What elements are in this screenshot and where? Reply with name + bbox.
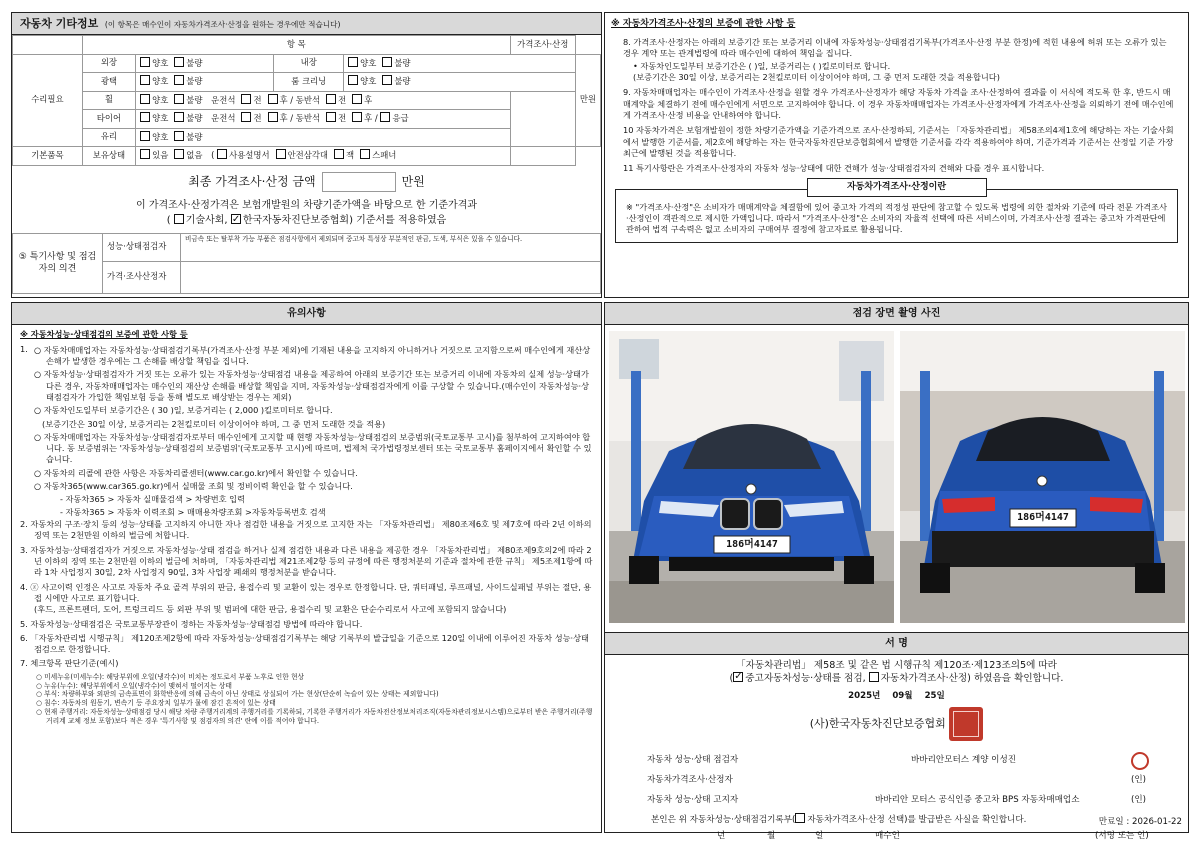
note-1f: ○ 자동차365(www.car365.go.kr)에서 실매물 조회 및 정비이력 확인을 할 수 있습니다. bbox=[34, 481, 353, 492]
note-7d: ○ 침수: 자동차의 원동기, 변속기 등 주요장치 일부가 물에 잠긴 흔적이 있는 상태 bbox=[36, 699, 276, 708]
org-row bbox=[605, 707, 1188, 741]
note-1c: ○ 자동차인도일부터 보증기간은 ( 30 )일, 보증거리는 ( 2,000 )킬로미터로 합니다. bbox=[34, 405, 333, 416]
note-1f2: - 자동차365 > 자동차 이력조회 > 매매용차량조회 >자동차등록번호 검색 bbox=[60, 506, 326, 517]
col-item-header: 항 목 bbox=[82, 36, 510, 55]
repair-group-label: 수리필요 bbox=[13, 54, 83, 147]
tire-driver-front-checkbox[interactable] bbox=[241, 112, 251, 122]
notes-heading: ※ 자동차성능·상태점검의 보증에 관한 사항 등 bbox=[20, 329, 188, 339]
wheel-good-checkbox[interactable] bbox=[140, 94, 150, 104]
interior-bad-checkbox[interactable] bbox=[382, 57, 392, 67]
final-price-input[interactable] bbox=[322, 172, 396, 192]
wheel-driver-front-checkbox[interactable] bbox=[241, 94, 251, 104]
signature-header: 서 명 bbox=[605, 633, 1188, 655]
item-10: 10 자동차가격은 보험개발원이 정한 차량기준가액을 기준가격으로 조사·산정하되, 기준서는 「자동차관리법」 제58조의4제1호에 해당하는 자는 기술사회에서 발행한 기준서를, 제2호에 해당하는 자는 한국자동차진단보증협회에서 발행한 기준서를 각각 적용하여야 하며, 기준가격과 기준서는 산정일 기준 가장 최근에 발행된 것을 적용합니다. bbox=[623, 125, 1174, 158]
note-1d: ○ 자동차매매업자는 자동차성능·상태점검자로부터 매수인에게 고지할 때 현행 자동차성능·상태점검의 보증범위(국토교통부 고시)를 첨부하여 고지하여야 합니다. 동 보증범위는 '자동차성능·상태점검의 보증범위'(국토교통부 고시)에 따르며, 법제처 국가법령정보센터 또는 국토교통부 홈페이지에서 확인할 수 있습니다. bbox=[34, 431, 592, 465]
gloss-good-checkbox[interactable] bbox=[140, 75, 150, 85]
tire-pass-rear-checkbox[interactable] bbox=[352, 112, 362, 122]
definition-text: ※ "가격조사·산정"은 소비자가 매매계약을 체결함에 있어 중고차 가격의 적정성 판단에 참고할 수 있도록 법령에 의한 절차와 기준에 따라 전문 가격조사·산정인이 객관적으로 제시한 가액입니다. 따라서 "가격조사·산정"은 소비자의 자율적 선택에 따른 서비스이며, 가격조사·산정 결과는 중고차 가격판단에 관하여 법적 구속력은 없고 소비자의 구매여부 결정에 참고자료로 활용됩니다. bbox=[615, 189, 1178, 243]
receipt-statement: 본인은 위 자동차성능·상태점검기록부( 자동차가격조사·산정 선택)를 발급받은 사실을 확인합니다. bbox=[651, 815, 1027, 825]
wheel-pass-rear-checkbox[interactable] bbox=[352, 94, 362, 104]
note-5: 5. 자동차성능·상태점검은 국토교통부장관이 정하는 자동차성능·상태점검 방법에 따라야 합니다. bbox=[20, 618, 363, 629]
tire-bad-checkbox[interactable] bbox=[174, 112, 184, 122]
item-11: 11 특기사항란은 가격조사·산정자의 자동차 성능·상태에 대한 견해가 성능·상태점검자의 견해와 다를 경우 표시합니다. bbox=[623, 163, 1045, 174]
price-appraiser-label: 가격·조사산정자 bbox=[103, 261, 181, 293]
basis-statement: 이 가격조사·산정가격은 보험개발원의 차량기준가액을 바탕으로 한 기준가격과 ( 기술사회, ✓ 한국자동차진단보증협회) 기준서를 적용하였음 bbox=[12, 198, 601, 228]
tire-spare-checkbox[interactable] bbox=[380, 112, 390, 122]
interior-good-checkbox[interactable] bbox=[348, 57, 358, 67]
price-warranty-list bbox=[605, 35, 1188, 174]
price-warranty-panel bbox=[604, 12, 1189, 298]
note-4b: (후드, 프론트펜더, 도어, 트렁크리드 등 외판 부위 및 범퍼에 대한 판금, 용접수리 및 교환은 단순수리로서 사고에 포함되지 않습니다) bbox=[34, 604, 507, 615]
gloss-bad-checkbox[interactable] bbox=[174, 75, 184, 85]
item-9: 9. 자동차매매업자는 매수인이 가격조사·산정을 원할 경우 가격조사·산정자가 해당 자동차 가격을 조사·산정하여 결과를 이 서식에 적도록 한 후, 반드시 매매계약을 체결하기 전에 매수인에게 서면으로 고지하여야 합니다. 이 경우 자동차매매업자는 가격조사·산정자에게 가격조사·산정을 의뢰하기 전에 매수인에게 가격조사·산정 비용을 안내하여야 합니다. bbox=[623, 87, 1174, 120]
note-1f1: - 자동차365 > 자동차 실매물검색 > 차량번호 입력 bbox=[60, 494, 245, 505]
signature-body: 「자동차관리법」 제58조 및 같은 법 시행규칙 제120조·제123조의5에 따라 (✓ 중고자동차성능·상태를 점검, 자동차가격조사·산정) 하였음을 확인합니다. 2025년 09월 25일 (사)한국자동차진단보증협회 자동차 성능·상태 점검자 바바리안모터스 계양 이성진 자동차가격조사·산정자 (인) 자동차 성능·상태 고지자 바바리안 모터스 공식인증 중고차 BPS 자동차매매업소 (인) 본인은 위 자동차성능·상태점검기록부( 자동차가격조사·산정 선택)를 발급받은 사실을 확인합니다. 년 월 일 매수인 (서명 또는 인) bbox=[605, 655, 1188, 855]
price-warranty-heading: ※ 자동차가격조사·산정의 보증에 관한 사항 등 bbox=[611, 19, 796, 29]
tire-good-checkbox[interactable] bbox=[140, 112, 150, 122]
note-3: 3. 자동차성능·상태점검자가 거짓으로 자동차성능·상태 점검을 하거나 실제 점검한 내용과 다른 내용을 제공한 경우 「자동차관리법」 제80조제9호의2에 따라 2년 이하의 징역 또는 2천만원 이하의 벌금에 처하며, 「자동차관리법 제21조제2항 등의 규정에 따른 행정처분의 기준과 절차에 관한 규칙」 제5조제1항에 따라 1차 사업정지 30일, 2차 사업정지 90일, 3차 사업장 폐쇄의 행정처분을 받습니다. bbox=[20, 544, 593, 578]
cleaning-good-checkbox[interactable] bbox=[348, 75, 358, 85]
special-notes-table: ⑤ 특기사항 및 점검자의 의견 성능·상태점검자 비금속 또는 탈부착 가능 부품은 점검사항에서 제외되며 중고차 특성상 부분적인 판금, 도색, 부식은 있을 수 있습니다. 가격·조사산정자 bbox=[12, 233, 601, 294]
tire-pass-front-checkbox[interactable] bbox=[326, 112, 336, 122]
perf-inspector-opinion: 비금속 또는 탈부착 가능 부품은 점검사항에서 제외되며 중고차 특성상 부분적인 판금, 도색, 부식은 있을 수 있습니다. bbox=[181, 233, 601, 261]
receipt-price-checkbox[interactable] bbox=[795, 813, 805, 823]
car-rear-image bbox=[900, 331, 1185, 623]
confirm-statement: (✓ 중고자동차성능·상태를 점검, 자동차가격조사·산정) 하였음을 확인합니다. bbox=[605, 672, 1188, 685]
wheel-driver-rear-checkbox[interactable] bbox=[268, 94, 278, 104]
inspector-label: 자동차 성능·상태 점검자 bbox=[647, 755, 739, 765]
col-price-header: 가격조사·산정 bbox=[510, 36, 575, 55]
org-name: (사)한국자동차진단보증협회 bbox=[809, 717, 946, 731]
notifier-label: 자동차 성능·상태 고지자 bbox=[647, 795, 739, 805]
other-info-table: 항 목 가격조사·산정 수리필요 외장 양호 불량 내장 양호 불량 만원 광택 양호 불량 룸 크리닝 양호 불량 휠 양호 불량 운전석 전 후 / 동반석 전 후 타이어 양호 불량 운전석 전 후 / 동반석 전 후 / 응급 유리 양호 불량 기본품목 보유상태 있음 없음 ( 사용설명서 안전삼각대 잭 스패너 bbox=[12, 35, 601, 166]
photo-signature-panel bbox=[604, 302, 1189, 841]
photo-header: 점검 장면 촬영 사진 bbox=[605, 303, 1188, 325]
note-7b: ○ 누유(누수): 해당부위에서 오일(냉각수)이 맺혀서 떨어지는 상태 bbox=[36, 681, 232, 690]
note-1b: ○ 자동차성능·상태점검자가 거짓 또는 오류가 있는 자동차성능·상태점검 내용을 제공하여 아래의 보증기간 또는 보증거리 이내에 자동차의 실제 성능·상태가 다른 경우, 자동차매매업자는 매수인의 재산상 손해를 배상할 책임을 지며, 자동차성능·상태점검자에게 이를 구상할 수 있습니다.(매수인이 자동차성능·상태점검자가 가입한 책임보험 등을 통해 별도로 배상받는 경우는 제외) bbox=[34, 369, 590, 402]
item-8: 8. 가격조사·산정자는 아래의 보증기간 또는 보증거리 이내에 자동차성능·상태점검기록부(가격조사·산정 부분 한정)에 적힌 내용에 허위 또는 오류가 있는 경우 계약 또는 관계법령에 따라 매수인에 대하여 책임을 집니다. bbox=[623, 37, 1167, 59]
notes-header: 유의사항 bbox=[12, 303, 601, 325]
note-7a: ○ 미세누유(미세누수): 해당부위에 오일(냉각수)이 비치는 정도로서 부품 노후로 인한 현상 bbox=[36, 672, 305, 681]
note-7: 7. 체크항목 판단기준(예시) bbox=[20, 658, 119, 669]
row-label-possession: 보유상태 bbox=[82, 147, 135, 166]
exterior-good-checkbox[interactable] bbox=[140, 57, 150, 67]
item-8a: • 자동차인도일부터 보증기간은 ( )일, 보증거리는 ( )킬로미터로 합니다. bbox=[633, 60, 891, 71]
spanner-checkbox[interactable] bbox=[360, 149, 370, 159]
law-statement: 「자동차관리법」 제58조 및 같은 법 시행규칙 제120조·제123조의5에 따라 bbox=[736, 660, 1057, 671]
sign-date: 2025년 09월 25일 bbox=[848, 691, 945, 702]
basis-tech-checkbox[interactable] bbox=[174, 214, 184, 224]
tire-driver-rear-checkbox[interactable] bbox=[268, 112, 278, 122]
basis-assoc-checkbox[interactable] bbox=[231, 214, 241, 224]
buyer-sign: (서명 또는 인) bbox=[1095, 831, 1149, 841]
row-label-glass: 유리 bbox=[82, 128, 135, 147]
glass-good-checkbox[interactable] bbox=[140, 131, 150, 141]
car-rear-photo bbox=[900, 331, 1185, 623]
cleaning-bad-checkbox[interactable] bbox=[382, 75, 392, 85]
buyer-label: 매수인 bbox=[875, 831, 900, 841]
manual-checkbox[interactable] bbox=[217, 149, 227, 159]
note-1c2: (보증기간은 30일 이상, 보증거리는 2천킬로미터 이상이어야 하며, 그 중 먼저 도래한 것을 적용) bbox=[42, 418, 386, 429]
price-appraiser-opinion[interactable] bbox=[181, 261, 601, 293]
row-label-tire: 타이어 bbox=[82, 110, 135, 129]
basic-none-checkbox[interactable] bbox=[174, 149, 184, 159]
glass-bad-checkbox[interactable] bbox=[174, 131, 184, 141]
special-notes-label: 특기사항 및 점검자의 의견 bbox=[29, 251, 97, 274]
confirm-inspection-checkbox[interactable] bbox=[733, 672, 743, 682]
notes-body: ※ 자동차성능·상태점검의 보증에 관한 사항 등 1. ○ 자동차매매업자는 자동차성능·상태점검기록부(가격조사·산정 부분 제외)에 기재된 내용을 고지하지 아니하거나 거짓으로 고지함으로써 매수인에게 재산상 손해가 발생한 경우에는 그 손해를 배상할 책임을 집니다. ○ 자동차성능·상태점검자가 거짓 또는 오류가 있는 자동차성능·상태점검 내용을 제공하여 아래의 보증기간 또는 보증거리 이내에 자동차의 실제 성능·상태가 다른 경우, 자동차매매업자는 매수인의 재산상 손해를 배상할 책임을 지며, 자동차성능·상태점검자에게 이를 구상할 수 있습니다.(매수인이 자동차성능·상태점검자가 가입한 책임보험 등을 통해 별도로 배상받는 경우는 제외) ○ 자동차인도일부터 보증기간은 ( 30 )일, 보증거리는 ( 2,000 )킬로미터로 합니다. (보증기간은 30일 이상, 보증거리는 2천킬로미터 이상이어야 하며, 그 중 먼저 도래한 것을 적용) ○ 자동차매매업자는 자동차성능·상태점검자로부터 매수인에게 고지할 때 현행 자동차성능·상태점검의 보증범위(국토교통부 고시)를 첨부하여 고지하여야 합니다. 동 보증범위는 '자동차성능·상태점검의 보증범위'(국토교통부 고시)에 따르며, 법제처 국가법령정보센터 또는 국토교통부 홈페이지에서 확인할 수 있습니다. ○ 자동차의 리콜에 관한 사항은 자동차리콜센터(www.car.go.kr)에서 확인할 수 있습니다. ○ 자동차365(www.car365.go.kr)에서 실매물 조회 및 정비이력 확인을 할 수 있습니다. - 자동차365 > 자동차 실매물검색 > 차량번호 입력 - 자동차365 > 자동차 이력조회 > 매매용차량조회 >자동차등록번호 검색 2. 자동차의 구조·장치 등의 성능·상태를 고지하지 아니한 자나 점검한 내용을 거짓으로 고지한 자는 「자동차관리법」 제80조제6호 및 제7호에 따라 2년 이하의 징역 또는 2천만원 이하의 벌금에 처합니다. 3. 자동차성능·상태점검자가 거짓으로 자동차성능·상태 점검을 하거나 실제 점검한 내용과 다른 내용을 제공한 경우 「자동차관리법」 제80조제9호의2에 따라 2년 이하의 징역 또는 2천만원 이하의 벌금에 처하며, 「자동차관리법 제21조제2항 등의 규정에 따른 행정처분의 기준과 절차에 관한 규칙」 제5조제1항에 따라 1차 사업정지 30일, 2차 사업정지 90일, 3차 사업장 폐쇄의 행정처분을 받습니다. 4. ⓩ 사고이력 인정은 사고로 자동차 주요 골격 부위의 판금, 용접수리 및 교환이 있는 경우로 한정합니다. 단, 쿼터패널, 루프패널, 사이드실패널 부위는 절단, 용접 시에만 사고로 표기합니다. (후드, 프론트펜더, 도어, 트렁크리드 등 외판 부위 및 범퍼에 대한 판금, 용접수리 및 교환은 단순수리로서 사고에 포함되지 않습니다) 5. 자동차성능·상태점검은 국토교통부장관이 정하는 자동차성능·상태점검 방법에 따라야 합니다. 6. 「자동차관리법 시행규칙」 제120조제2항에 따라 자동차성능·상태점검기록부는 해당 기록부의 발급일을 기준으로 120일 이내에 이루어진 자동차 성능·상태점검으로 한정합니다. 7. 체크항목 판단기준(예시) ○ 미세누유(미세누수): 해당부위에 오일(냉각수)이 비치는 정도로서 부품 노후로 인한 현상 ○ 누유(누수): 해당부위에서 오일(냉각수)이 맺혀서 떨어지는 상태 ○ 부식: 차량하부와 외판의 금속표면이 화학반응에 의해 금속이 아닌 상태로 상실되어 가는 현상(단순히 녹슬어 있는 상태는 제외합니다) ○ 침수: 자동차의 원동기, 변속기 등 주요장치 일부가 물에 잠긴 흔적이 있는 상태 ○ 현재 주행거리: 자동차성능·상태점검 당시 해당 차량 주행거리계의 주행거리를 기록하되, 기록한 주행거리가 자동차전산정보처리조직(자동차관리정보시스템)으로부터 받은 주행거리(주행거리계 교체 정보 포함)보다 적은 경우 '특기사항 및 점검자의 의견' 란에 이를 적어야 합니다. bbox=[20, 329, 593, 725]
wheel-pass-front-checkbox[interactable] bbox=[326, 94, 336, 104]
row-label-gloss: 광택 bbox=[82, 73, 135, 92]
note-2: 2. 자동차의 구조·장치 등의 성능·상태를 고지하지 아니한 자나 점검한 내용을 거짓으로 고지한 자는 「자동차관리법」 제80조제6호 및 제7호에 따라 2년 이하의 징역 또는 2천만원 이하의 벌금에 처합니다. bbox=[20, 519, 592, 541]
car-front-photo bbox=[609, 331, 894, 623]
note-4: 4. ⓩ 사고이력 인정은 사고로 자동차 주요 골격 부위의 판금, 용접수리 및 교환이 있는 경우로 한정합니다. 단, 쿼터패널, 루프패널, 사이드실패널 부위는 절단, 용접 시에만 사고로 표기합니다. bbox=[20, 581, 592, 603]
photo-area bbox=[605, 325, 1188, 633]
other-info-subtitle: (이 항목은 매수인이 자동차가격조사·산정을 원하는 경우에만 적습니다) bbox=[104, 20, 341, 29]
expiry-date: 만료일 : 2026-01-22 bbox=[1098, 817, 1182, 828]
basic-group-label: 기본품목 bbox=[13, 147, 83, 166]
inspector-stamp-icon bbox=[1131, 752, 1149, 770]
note-6: 6. 「자동차관리법 시행규칙」 제120조제2항에 따라 자동차성능·상태점검기록부는 해당 기록부의 발급일을 기준으로 120일 이내에 이루어진 자동차 성능·상태점검으로 한정합니다. bbox=[20, 632, 589, 655]
basic-have-checkbox[interactable] bbox=[140, 149, 150, 159]
notes-panel bbox=[11, 302, 602, 833]
notifier-name: 바바리안 모터스 공식인증 중고차 BPS 자동차매매업소 bbox=[875, 795, 1080, 805]
note-1e: ○ 자동차의 리콜에 관한 사항은 자동차리콜센터(www.car.go.kr)에서 확인할 수 있습니다. bbox=[34, 467, 358, 478]
other-info-panel bbox=[11, 12, 602, 298]
definition-title: 자동차가격조사·산정이란 bbox=[807, 178, 987, 196]
row-label-exterior: 외장 bbox=[82, 54, 135, 73]
triangle-checkbox[interactable] bbox=[276, 149, 286, 159]
other-info-title-bar bbox=[12, 13, 601, 35]
final-price-label: 최종 가격조사·산정 금액 bbox=[188, 174, 316, 188]
confirm-price-checkbox[interactable] bbox=[869, 672, 879, 682]
front-plate: 186머4147 bbox=[726, 539, 778, 550]
note-7c: ○ 부식: 차량하부와 외판의 금속표면이 화학반응에 의해 금속이 아닌 상태로 상실되어 가는 현상(단순히 녹슬어 있는 상태는 제외합니다) bbox=[36, 690, 439, 699]
appraiser-label: 자동차가격조사·산정자 bbox=[647, 775, 733, 785]
wheel-bad-checkbox[interactable] bbox=[174, 94, 184, 104]
notifier-seal: (인) bbox=[1131, 795, 1147, 805]
row-label-wheel: 휠 bbox=[82, 91, 135, 110]
other-info-title: 자동차 기타정보 bbox=[20, 17, 99, 30]
perf-inspector-label: 성능·상태점검자 bbox=[103, 233, 181, 261]
note-1a: ○ 자동차매매업자는 자동차성능·상태점검기록부(가격조사·산정 부분 제외)에 기재된 내용을 고지하지 아니하거나 거짓으로 고지함으로써 매수인에게 재산상 손해가 발생한 경우에는 그 손해를 배상할 책임을 집니다. bbox=[34, 344, 591, 366]
appraiser-seal: (인) bbox=[1131, 775, 1147, 785]
price-won-cell: 만원 bbox=[575, 54, 600, 147]
rear-plate: 186머4147 bbox=[1017, 512, 1069, 523]
inspector-name: 바바리안모터스 계양 이성진 bbox=[911, 755, 1017, 765]
final-price-unit: 만원 bbox=[401, 174, 425, 188]
jack-checkbox[interactable] bbox=[334, 149, 344, 159]
row-label-room-cleaning: 룸 크리닝 bbox=[274, 73, 344, 92]
car-front-image bbox=[609, 331, 894, 623]
row-label-interior: 내장 bbox=[274, 54, 344, 73]
final-price-row bbox=[12, 172, 601, 192]
org-seal-icon bbox=[949, 707, 983, 741]
exterior-bad-checkbox[interactable] bbox=[174, 57, 184, 67]
note-7e: ○ 현재 주행거리: 자동차성능·상태점검 당시 해당 차량 주행거리계의 주행거리를 기록하되, 기록한 주행거리가 자동차전산정보처리조직(자동차관리정보시스템)으로부터 받은 주행거리(주행거리계 교체 정보 포함)보다 적은 경우 '특기사항 및 점검자의 의견' 란에 이를 적어야 합니다. bbox=[36, 708, 593, 725]
item-8b: (보증기간은 30일 이상, 보증거리는 2천킬로미터 이상이어야 하며, 그 중 먼저 도래한 것을 적용합니다) bbox=[633, 71, 1000, 82]
